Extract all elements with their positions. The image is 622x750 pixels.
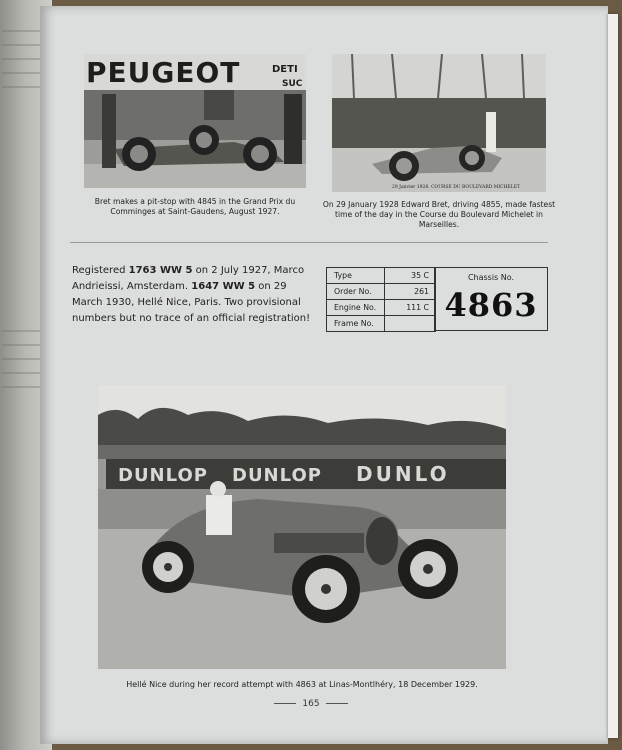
- page-stack-edge: [608, 14, 618, 738]
- chassis-box: [434, 267, 548, 331]
- photo-caption-strip: 29 Janvier 1928. COURSE DU BOULEVARD MICHELET: [392, 185, 521, 190]
- spec-label: Order No.: [327, 284, 385, 299]
- reg-number-1: 1763 WW 5: [128, 265, 193, 276]
- peugeot-sign-text: PEUGEOT: [86, 56, 241, 89]
- spec-label: Type: [327, 268, 385, 283]
- reg-text-2: on 2 July 1927, Marco Andrieissi, Amsterdam.: [72, 265, 305, 292]
- caption-pit-stop: Bret makes a pit-stop with 4845 in the Grand Prix du Comminges at Saint-Gaudens, August 1927.: [94, 197, 296, 216]
- spec-value: 35 C: [411, 271, 429, 280]
- spec-row-engine: [327, 300, 435, 316]
- section-divider: [70, 242, 548, 243]
- spec-value: 261: [414, 287, 429, 296]
- chassis-label: Chassis No.: [467, 273, 515, 282]
- caption-montlhery: Hellé Nice during her record attempt with 4863 at Linas-Montlhéry, 18 December 1929.: [126, 680, 478, 689]
- dunlop-banner-2: DUNLOP: [232, 465, 322, 486]
- reg-text-1: Registered: [72, 265, 129, 276]
- spec-row-type: [327, 268, 435, 284]
- chassis-number: 4863: [444, 286, 538, 324]
- page-number: [0, 699, 622, 709]
- spec-row-frame: [327, 316, 435, 331]
- spec-value: [385, 316, 435, 331]
- spec-table: [326, 267, 436, 332]
- reg-number-2: 1647 WW 5: [191, 281, 256, 292]
- sign-text-right: DETI: [272, 64, 298, 75]
- page-number-text: 165: [302, 699, 320, 709]
- dunlop-banner-3: DUNLO: [356, 462, 450, 486]
- spec-value: 111 C: [406, 303, 429, 312]
- caption-boulevard-michelet: On 29 January 1928 Edward Bret, driving 4855, made fastest time of the day in the Course du Boulevard Michelet in Marseilles.: [322, 200, 556, 229]
- registration-note: [72, 263, 312, 327]
- spec-row-order: [327, 284, 435, 300]
- page-number-dash-left: [274, 703, 296, 704]
- photo-boulevard-michelet: [332, 54, 546, 192]
- photo-montlhery-record: [98, 385, 506, 669]
- page-number-dash-right: [326, 703, 348, 704]
- sign-text-right-2: SUC: [282, 79, 303, 89]
- dunlop-banner-1: DUNLOP: [118, 465, 208, 486]
- reg-text-3: on 29 March 1930, Hellé Nice, Paris. Two provisional numbers but no trace of an official registration!: [72, 281, 311, 324]
- spec-label: Frame No.: [327, 316, 385, 331]
- photo-pit-stop: [84, 54, 306, 188]
- spec-label: Engine No.: [327, 300, 385, 315]
